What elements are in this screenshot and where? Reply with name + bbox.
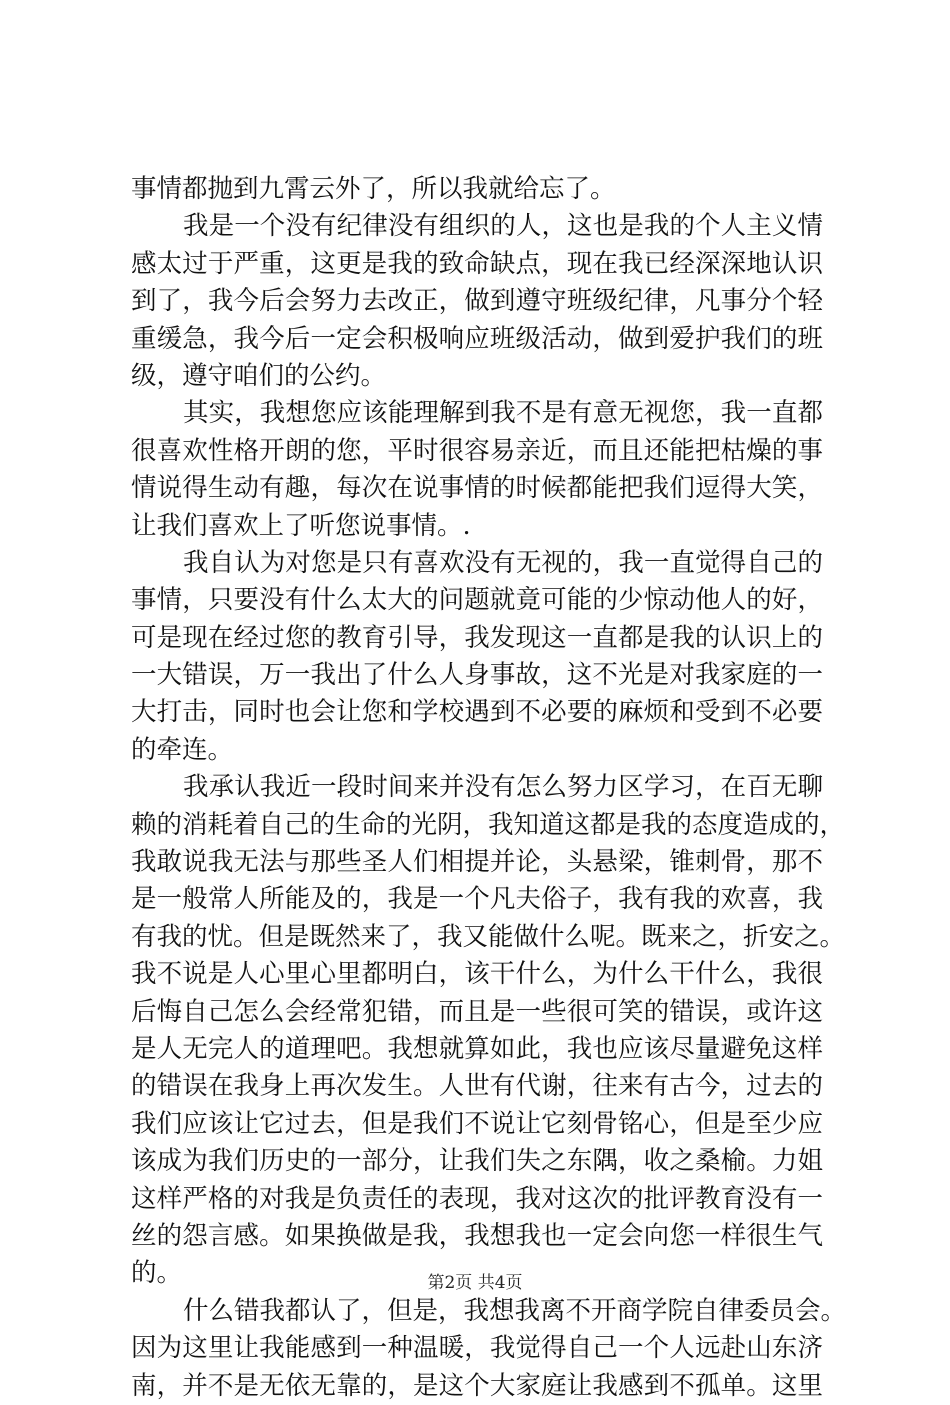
text-line: 一大错误，万一我出了什么人身事故，这不光是对我家庭的一 bbox=[131, 660, 823, 691]
text-line: 是一般常人所能及的，我是一个凡夫俗子，我有我的欢喜，我 bbox=[131, 884, 823, 915]
text-line: 级，遵守咱们的公约。 bbox=[131, 360, 387, 391]
text-line: 其实，我想您应该能理解到我不是有意无视您，我一直都 bbox=[183, 398, 823, 429]
text-line: 我承认我近一段时间来并没有怎么努力区学习，在百无聊 bbox=[183, 772, 823, 803]
text-line: 可是现在经过您的教育引导，我发现这一直都是我的认识上的 bbox=[131, 622, 823, 653]
text-line: 有我的忧。但是既然来了，我又能做什么呢。既来之，折安之。 bbox=[131, 921, 846, 952]
text-line: 的错误在我身上再次发生。人世有代谢，往来有古今，过去的 bbox=[131, 1071, 823, 1102]
text-line: 事情，只要没有什么太大的问题就竟可能的少惊动他人的好， bbox=[131, 585, 823, 616]
text-line: 事情都抛到九霄云外了，所以我就给忘了。 bbox=[131, 174, 616, 204]
text-line: 该成为我们历史的一部分，让我们失之东隅，收之桑榆。力姐 bbox=[131, 1146, 823, 1177]
text-line: 我不说是人心里心里都明白，该干什么，为什么干什么，我很 bbox=[131, 959, 823, 990]
text-line: 这样严格的对我是负责任的表现，我对这次的批评教育没有一 bbox=[131, 1183, 823, 1214]
text-line: 很喜欢性格开朗的您，平时很容易亲近，而且还能把枯燥的事 bbox=[131, 435, 823, 466]
text-line: 赖的消耗着自己的生命的光阴，我知道这都是我的态度造成的， bbox=[131, 809, 846, 840]
text-line: 重缓急，我今后一定会积极响应班级活动，做到爱护我们的班 bbox=[131, 323, 823, 354]
page-footer: 第2页 共4页 bbox=[427, 1273, 523, 1293]
text-line: 我是一个没有纪律没有组织的人，这也是我的个人主义情 bbox=[183, 211, 823, 242]
text-line: 感太过于严重，这更是我的致命缺点，现在我已经深深地认识 bbox=[131, 248, 823, 279]
text-line: 情说得生动有趣，每次在说事情的时候都能把我们逗得大笑， bbox=[131, 473, 823, 504]
text-line: 什么错我都认了，但是，我想我离不开商学院自律委员会。 bbox=[183, 1295, 847, 1326]
text-line: 我敢说我无法与那些圣人们相提并论，头悬梁，锥刺骨，那不 bbox=[131, 847, 823, 878]
text-line: 大打击，同时也会让您和学校遇到不必要的麻烦和受到不必要 bbox=[131, 697, 823, 728]
text-line: 我们应该让它过去，但是我们不说让它刻骨铭心，但是至少应 bbox=[131, 1108, 823, 1139]
body-text bbox=[131, 171, 847, 1405]
text-line: 让我们喜欢上了听您说事情。. bbox=[131, 510, 471, 541]
text-line: 的。 bbox=[131, 1258, 183, 1289]
text-line: 到了，我今后会努力去改正，做到遵守班级纪律，凡事分个轻 bbox=[131, 286, 823, 317]
text-line: 因为这里让我能感到一种温暖，我觉得自己一个人远赴山东济 bbox=[131, 1333, 823, 1364]
text-line: 丝的怨言感。如果换做是我，我想我也一定会向您一样很生气 bbox=[131, 1220, 823, 1251]
text-line: 是人无完人的道理吧。我想就算如此，我也应该尽量避免这样 bbox=[131, 1033, 823, 1064]
text-line: 我自认为对您是只有喜欢没有无视的，我一直觉得自己的 bbox=[183, 547, 823, 578]
text-line: 南，并不是无依无靠的，是这个大家庭让我感到不孤单。这里 bbox=[131, 1370, 823, 1401]
text-line: 后悔自己怎么会经常犯错，而且是一些很可笑的错误，或许这 bbox=[131, 996, 823, 1027]
text-line: 的牵连。 bbox=[131, 734, 234, 765]
